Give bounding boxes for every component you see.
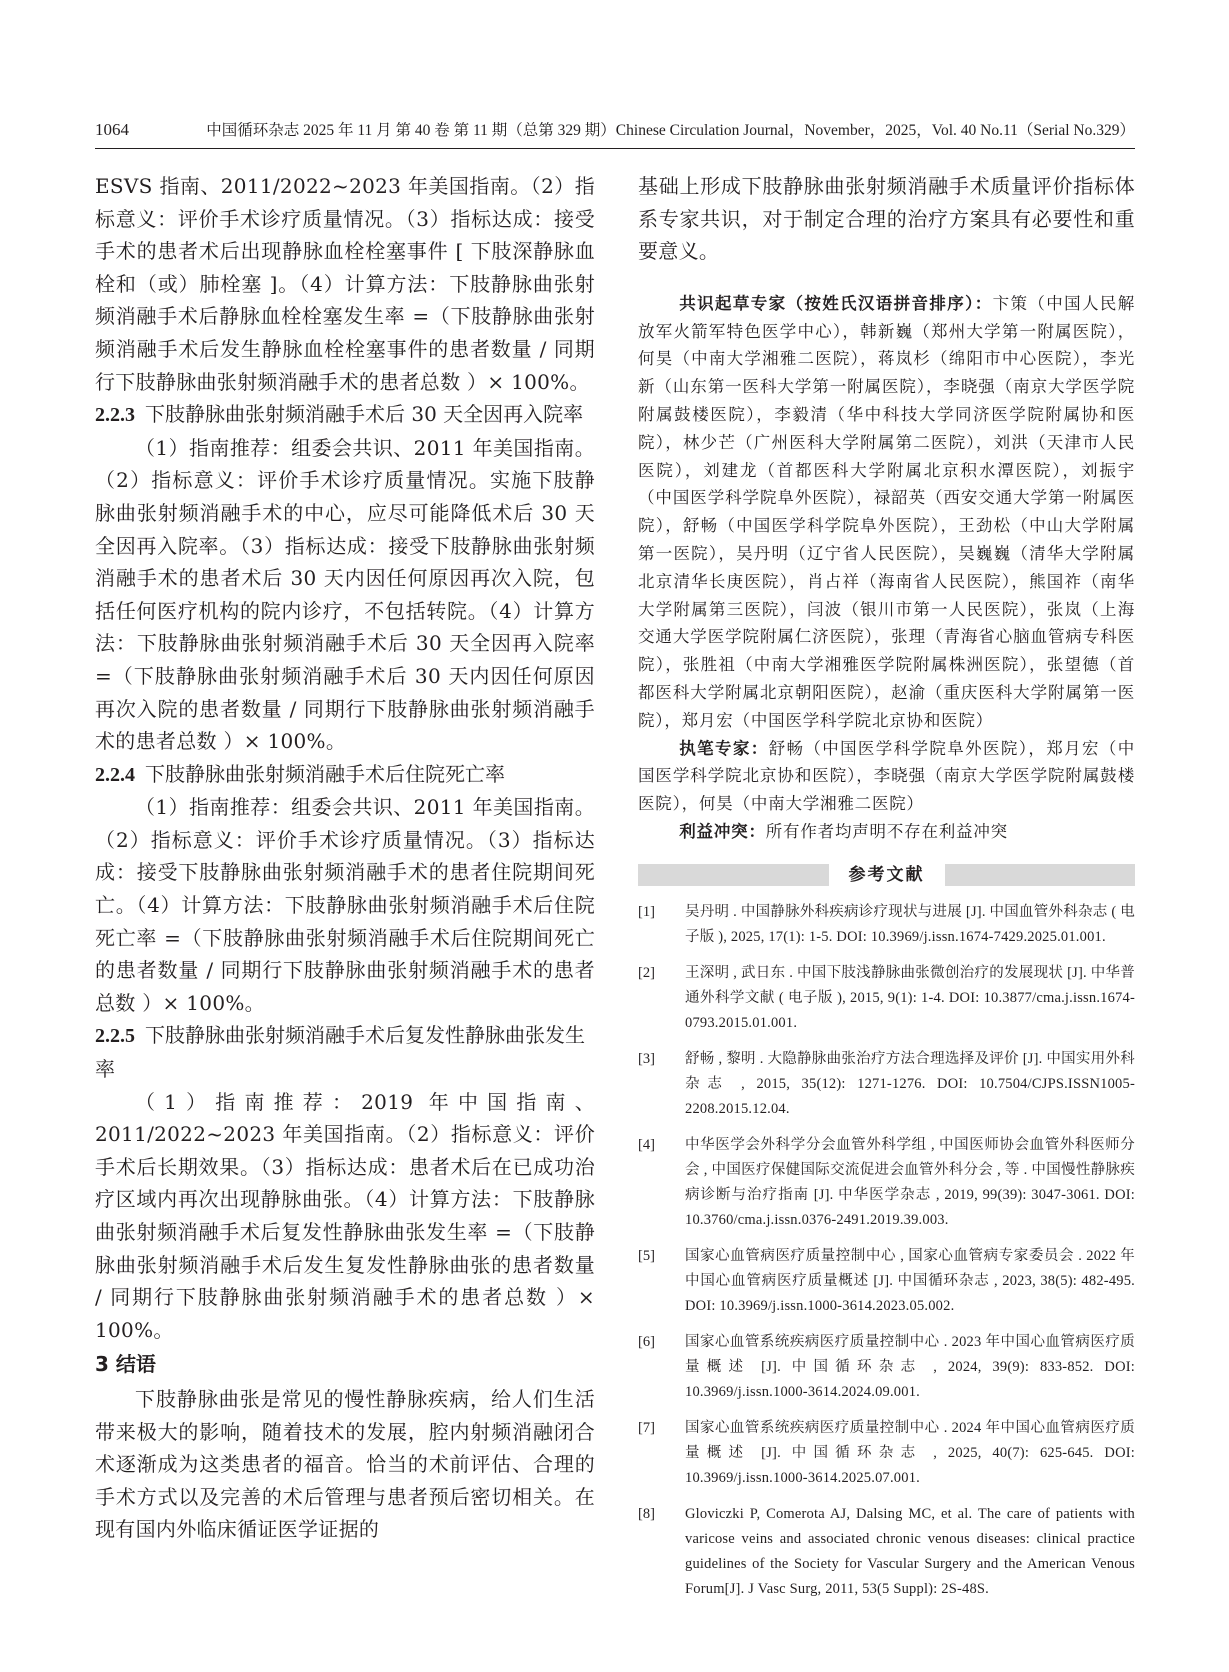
paragraph: （1）指南推荐：组委会共识、2011 年美国指南。（2）指标意义：评价手术诊疗质量情况。（3）指标达成：接受下肢静脉曲张射频消融手术的患者住院期间死亡。（4）计算方法：下肢静脉曲张射频消融手术后住院死亡率 =（下肢静脉曲张射频消融手术后住院期间死亡的患者数量 / 同期行下肢静脉曲张射频消融手术的患者总数 ）× 100%。 (95, 795, 595, 1015)
page-number: 1064 (95, 120, 129, 139)
reference-text: 吴丹明 . 中国静脉外科疾病诊疗现状与进展 [J]. 中国血管外科杂志 ( 电子版 ), 2025, 17(1): 1-5. DOI: 10.3969/j.issn.1674-7429.2025.01.001. (685, 903, 1135, 945)
reference-number: [8] (638, 1505, 655, 1522)
reference-number: [7] (638, 1419, 655, 1436)
reference-item (638, 900, 1135, 950)
section-title: 下肢静脉曲张射频消融手术后住院死亡率 (145, 761, 505, 786)
reference-item (638, 1416, 1135, 1491)
section-number: 2.2.3 (95, 404, 135, 427)
reference-list (638, 900, 1135, 1602)
reference-text: Gloviczki P, Comerota AJ, Dalsing MC, et al. The care of patients with varicose veins and associated chronic venous diseases: clinical practice guidelines of the Society for Vascular Surgery and the American Venous Forum[J]. J Vasc Surg, 2011, 53(5 Suppl): 2S-48S. (685, 1505, 1135, 1597)
conflict-of-interest (638, 818, 1135, 846)
drafting-experts-label: 共识起草专家（按姓氏汉语拼音排序）： (679, 293, 993, 313)
reference-text: 国家心血管系统疾病医疗质量控制中心 . 2024 年中国心血管病医疗质量概述 [J]. 中国循环杂志 , 2025, 40(7): 625-645. DOI: 10.3969/j.issn.1000-3614.2025.07.001. (685, 1419, 1135, 1486)
drafting-experts-list: 卞策（中国人民解放军火箭军特色医学中心），韩新巍（郑州大学第一附属医院），何昊（中南大学湘雅二医院），蒋岚杉（绵阳市中心医院），李光新（山东第一医科大学第一附属医院），李晓强（南京大学医学院附属鼓楼医院），李毅清（华中科技大学同济医学院附属协和医院），林少芒（广州医科大学附属第二医院），刘洪（天津市人民医院），刘建龙（首都医科大学附属北京积水潭医院），刘振宇（中国医学科学院阜外医院），禄韶英（西安交通大学第一附属医院），舒畅（中国医学科学院阜外医院），王劲松（中山大学附属第一医院），吴丹明（辽宁省人民医院），吴巍巍（清华大学附属北京清华长庚医院），肖占祥（海南省人民医院），熊国祚（南华大学附属第三医院），闫波（银川市第一人民医院），张岚（上海交通大学医学院附属仁济医院），张理（青海省心脑血管病专科医院），张胜祖（中南大学湘雅医学院附属株洲医院），张望德（首都医科大学附属北京朝阳医院），赵渝（重庆医科大学附属第一医院），郑月宏（中国医学科学院北京协和医院） (638, 293, 1135, 730)
reference-item (638, 1330, 1135, 1405)
section-heading-2-2-5 (95, 1019, 595, 1085)
section-number: 2.2.4 (95, 763, 135, 786)
section-title: 下肢静脉曲张射频消融手术后 30 天全因再入院率 (145, 402, 584, 427)
paragraph: （1）指南推荐：2019 年中国指南、2011/2022~2023 年美国指南。（2）指标意义：评价手术后长期效果。（3）指标达成：患者术后在已成功治疗区域内再次出现静脉曲张。（4）计算方法：下肢静脉曲张射频消融手术后复发性静脉曲张发生率 =（下肢静脉曲张射频消融手术后发生复发性静脉曲张的患者数量 / 同期行下肢静脉曲张射频消融手术的患者总数 ）× 100%。 (95, 1089, 595, 1342)
reference-item (638, 1502, 1135, 1602)
section-title: 下肢静脉曲张射频消融手术后复发性静脉曲张发生率 (95, 1023, 585, 1082)
writing-experts (638, 735, 1135, 818)
section-heading-2-2-4 (95, 758, 595, 792)
reference-item (638, 961, 1135, 1036)
left-column (95, 170, 595, 1546)
reference-number: [3] (638, 1050, 655, 1067)
writing-experts-label: 执笔专家： (679, 738, 769, 758)
reference-number: [4] (638, 1136, 655, 1153)
reference-text: 国家心血管系统疾病医疗质量控制中心 . 2023 年中国心血管病医疗质量概述 [J]. 中国循环杂志 , 2024, 39(9): 833-852. DOI: 10.3969/j.issn.1000-3614.2024.09.001. (685, 1333, 1135, 1400)
reference-number: [1] (638, 903, 655, 920)
reference-item (638, 1133, 1135, 1233)
reference-number: [2] (638, 964, 655, 981)
writing-experts-list: 舒畅（中国医学科学院阜外医院），郑月宏（中国医学科学院北京协和医院），李晓强（南京大学医学院附属鼓楼医院），何昊（中南大学湘雅二医院） (638, 738, 1135, 814)
paragraph: （1）指南推荐：组委会共识、2011 年美国指南。（2）指标意义：评价手术诊疗质量情况。实施下肢静脉曲张射频消融手术的中心，应尽可能降低术后 30 天全因再入院率。（3）指标达成：接受下肢静脉曲张射频消融手术的患者术后 30 天内因任何原因再次入院，包括任何医疗机构的院内诊疗，不包括转院。（4）计算方法：下肢静脉曲张射频消融手术后 30 天全因再入院率 =（下肢静脉曲张射频消融手术后 30 天内因任何原因再次入院的患者数量 / 同期行下肢静脉曲张射频消融手术的患者总数 ）× 100%。 (95, 435, 595, 754)
journal-citation-line: 中国循环杂志 2025 年 11 月 第 40 卷 第 11 期（总第 329 期）Chinese Circulation Journal，November，2025，Vol. 40 No.11（Serial No.329） (206, 122, 1135, 139)
references-title: 参考文献 (829, 864, 945, 886)
reference-text: 王深明 , 武日东 . 中国下肢浅静脉曲张微创治疗的发展现状 [J]. 中华普通外科学文献 ( 电子版 ), 2015, 9(1): 1-4. DOI: 10.3877/cma.j.issn.1674-0793.2015.01.001. (685, 964, 1135, 1031)
drafting-experts (638, 290, 1135, 735)
paragraph: 基础上形成下肢静脉曲张射频消融手术质量评价指标体系专家共识，对于制定合理的治疗方案具有必要性和重要意义。 (638, 174, 1135, 264)
reference-number: [6] (638, 1333, 655, 1350)
section-number: 2.2.5 (95, 1025, 135, 1048)
reference-item (638, 1244, 1135, 1319)
conflict-label: 利益冲突： (679, 821, 766, 841)
reference-number: [5] (638, 1247, 655, 1264)
paragraph: 下肢静脉曲张是常见的慢性静脉疾病，给人们生活带来极大的影响，随着技术的发展，腔内射频消融闭合术逐渐成为这类患者的福音。恰当的术前评估、合理的手术方式以及完善的术后管理与患者预后密切相关。在现有国内外临床循证医学证据的 (95, 1386, 595, 1542)
reference-text: 舒畅 , 黎明 . 大隐静脉曲张治疗方法合理选择及评价 [J]. 中国实用外科杂志 , 2015, 35(12): 1271-1276. DOI: 10.7504/CJPS.ISSN1005-2208.2015.12.04. (685, 1050, 1135, 1117)
right-column (638, 170, 1135, 1613)
section-heading-conclusion: 3 结语 (95, 1352, 156, 1377)
reference-text: 中华医学会外科学分会血管外科学组 , 中国医师协会血管外科医师分会 , 中国医疗保健国际交流促进会血管外科分会 , 等 . 中国慢性静脉疾病诊断与治疗指南 [J]. 中华医学杂志 , 2019, 99(39): 3047-3061. DOI: 10.3760/cma.j.issn.0376-2491.2019.39.003. (685, 1136, 1135, 1228)
conflict-text: 所有作者均声明不存在利益冲突 (765, 821, 1008, 841)
reference-text: 国家心血管病医疗质量控制中心 , 国家心血管病专家委员会 . 2022 年中国心血管病医疗质量概述 [J]. 中国循环杂志 , 2023, 38(5): 482-495. DOI: 10.3969/j.issn.1000-3614.2023.05.002. (685, 1247, 1135, 1314)
reference-item (638, 1047, 1135, 1122)
references-heading-bar (638, 864, 1135, 886)
running-header (95, 118, 1135, 149)
paragraph: ESVS 指南、2011/2022~2023 年美国指南。（2）指标意义：评价手术诊疗质量情况。（3）指标达成：接受手术的患者术后出现静脉血栓栓塞事件 [ 下肢深静脉血栓和（或）肺栓塞 ]。（4）计算方法：下肢静脉曲张射频消融手术后静脉血栓栓塞发生率 =（下肢静脉曲张射频消融手术后发生静脉血栓栓塞事件的患者数量 / 同期行下肢静脉曲张射频消融手术的患者总数 ）× 100%。 (95, 174, 595, 394)
section-heading-2-2-3 (95, 398, 595, 432)
